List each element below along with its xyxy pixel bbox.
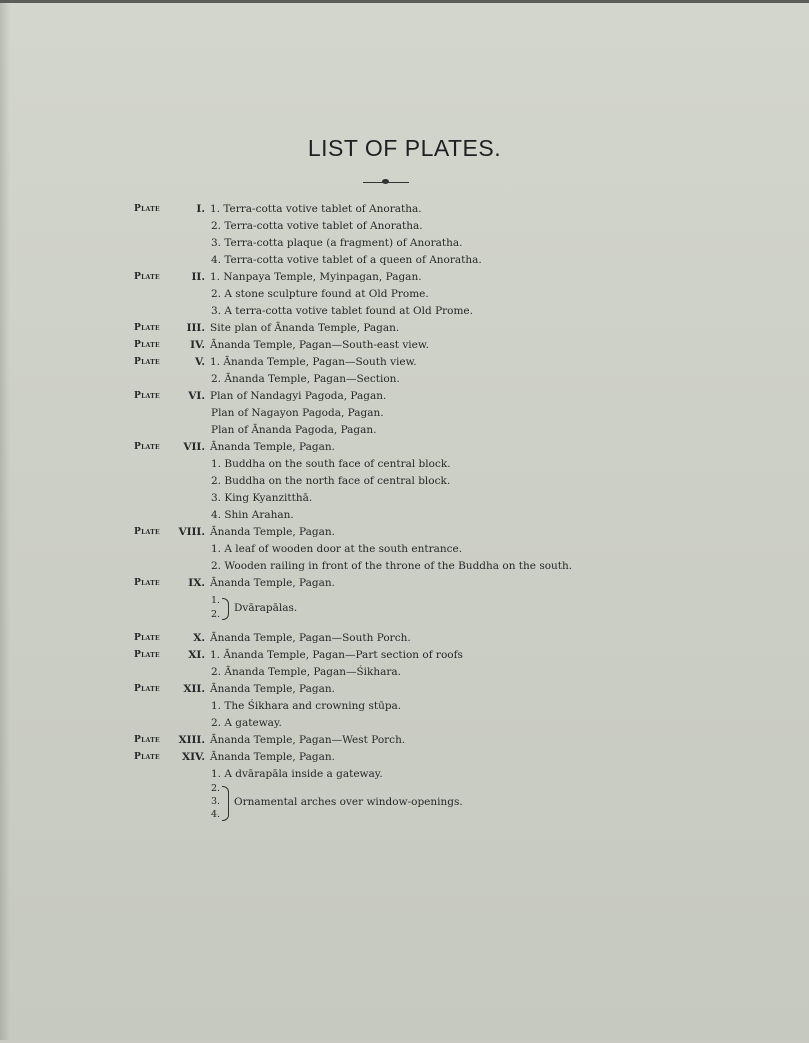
plate-description: 1. Ānanda Temple, Pagan—Part section of roofs xyxy=(210,649,463,661)
plate-numeral: VIII. xyxy=(178,526,205,538)
plate-label: Plate xyxy=(134,340,160,350)
plate-entry xyxy=(0,749,809,766)
plate-label: Plate xyxy=(134,272,160,282)
plate-entry xyxy=(0,698,809,715)
plate-description: 2. A gateway. xyxy=(211,717,282,729)
plate-description: 1. The Śikhara and crowning stūpa. xyxy=(211,700,402,712)
plate-numeral: II. xyxy=(191,271,205,283)
plate-entry xyxy=(0,405,809,422)
plate-description: Ānanda Temple, Pagan. xyxy=(210,577,335,589)
plate-label: Plate xyxy=(134,684,160,694)
plate-entry xyxy=(0,201,809,218)
plate-description: Ānanda Temple, Pagan. xyxy=(210,751,335,763)
plate-label: Plate xyxy=(134,527,160,537)
plate-description: 1. Nanpaya Temple, Myinpagan, Pagan. xyxy=(210,271,422,283)
plate-numeral: XIV. xyxy=(181,751,205,763)
plate-description: 2. Terra-cotta votive tablet of Anoratha. xyxy=(211,220,423,232)
plate-entry xyxy=(0,422,809,439)
plate-description: Ānanda Temple, Pagan. xyxy=(210,526,335,538)
plate-description: Ānanda Temple, Pagan. xyxy=(210,441,335,453)
brace-number: 3. xyxy=(211,796,221,807)
plate-numeral: XI. xyxy=(188,649,205,661)
plate-entry xyxy=(0,269,809,286)
plate-entry xyxy=(0,630,809,647)
plate-description: 4. Terra-cotta votive tablet of a queen of Anoratha. xyxy=(211,254,482,266)
plate-description: Plan of Nandagyi Pagoda, Pagan. xyxy=(210,390,387,402)
plate-entry xyxy=(0,664,809,681)
brace-label: Dvārapālas. xyxy=(234,602,298,614)
plate-description: 2. A stone sculpture found at Old Prome. xyxy=(211,288,429,300)
plate-label: Plate xyxy=(134,752,160,762)
plate-numeral: XII. xyxy=(183,683,205,695)
plate-entry xyxy=(0,371,809,388)
plate-numeral: IX. xyxy=(188,577,205,589)
plate-description: Ānanda Temple, Pagan—South-east view. xyxy=(210,339,429,351)
plate-entry xyxy=(0,575,809,592)
plate-entry xyxy=(0,473,809,490)
plate-description: 1. Buddha on the south face of central block. xyxy=(211,458,451,470)
plate-numeral: I. xyxy=(196,203,205,215)
plate-description: 2. Wooden railing in front of the throne of the Buddha on the south. xyxy=(211,560,573,572)
plate-entry xyxy=(0,354,809,371)
plate-entry xyxy=(0,490,809,507)
plate-description: 2. Ānanda Temple, Pagan—Section. xyxy=(211,373,400,385)
plate-entry xyxy=(0,303,809,320)
plate-entry xyxy=(0,647,809,664)
plate-entry xyxy=(0,218,809,235)
plate-entry xyxy=(0,388,809,405)
brace-number: 2. xyxy=(211,783,221,794)
plate-entry xyxy=(0,507,809,524)
brace-number: 4. xyxy=(211,809,221,820)
plate-description: 3. King Kyanzitthā. xyxy=(211,492,313,504)
plate-description: Plan of Nagayon Pagoda, Pagan. xyxy=(211,407,384,419)
plate-label: Plate xyxy=(134,391,160,401)
plate-description: 1. A leaf of wooden door at the south entrance. xyxy=(211,543,463,555)
plate-numeral: X. xyxy=(193,632,205,644)
plate-entry xyxy=(0,524,809,541)
plate-entry xyxy=(0,456,809,473)
brace-label: Ornamental arches over window-openings. xyxy=(234,796,463,808)
plate-entry xyxy=(0,252,809,269)
plate-label: Plate xyxy=(134,323,160,333)
curly-brace xyxy=(222,786,229,821)
plate-label: Plate xyxy=(134,578,160,588)
brace-number: 2. xyxy=(211,609,221,620)
plate-entry xyxy=(0,320,809,337)
plate-numeral: V. xyxy=(195,356,205,368)
plate-description: 2. Buddha on the north face of central block. xyxy=(211,475,451,487)
plate-entry xyxy=(0,558,809,575)
plate-description: 1. A dvārapāla inside a gateway. xyxy=(211,768,383,780)
plate-numeral: III. xyxy=(186,322,205,334)
plate-label: Plate xyxy=(134,357,160,367)
plates-list xyxy=(0,3,809,1043)
plate-label: Plate xyxy=(134,204,160,214)
plate-entry xyxy=(0,337,809,354)
plate-description: 1. Ānanda Temple, Pagan—South view. xyxy=(210,356,417,368)
plate-description: 3. A terra-cotta votive tablet found at Old Prome. xyxy=(211,305,473,317)
plate-description: Ānanda Temple, Pagan—West Porch. xyxy=(210,734,406,746)
plate-description: Ānanda Temple, Pagan. xyxy=(210,683,335,695)
curly-brace xyxy=(222,598,229,620)
plate-description: 4. Shin Arahan. xyxy=(211,509,294,521)
plate-description: Site plan of Ānanda Temple, Pagan. xyxy=(210,322,400,334)
plate-entry xyxy=(0,766,809,783)
page-title: LIST OF PLATES. xyxy=(307,135,502,161)
plate-description: 2. Ānanda Temple, Pagan—Śikhara. xyxy=(211,666,402,678)
plate-entry xyxy=(0,439,809,456)
plate-label: Plate xyxy=(134,442,160,452)
plate-entry xyxy=(0,286,809,303)
plate-entry xyxy=(0,235,809,252)
plate-label: Plate xyxy=(134,633,160,643)
plate-description: 3. Terra-cotta plaque (a fragment) of Anoratha. xyxy=(211,237,463,249)
plate-description: Plan of Ānanda Pagoda, Pagan. xyxy=(211,424,377,436)
plate-entry xyxy=(0,681,809,698)
plate-description: 1. Terra-cotta votive tablet of Anoratha. xyxy=(210,203,422,215)
plate-entry xyxy=(0,732,809,749)
plate-entry xyxy=(0,715,809,732)
plate-numeral: VII. xyxy=(183,441,205,453)
plate-numeral: VI. xyxy=(188,390,205,402)
plate-label: Plate xyxy=(134,650,160,660)
brace-number: 1. xyxy=(211,595,221,606)
plate-entry xyxy=(0,541,809,558)
plate-numeral: IV. xyxy=(190,339,205,351)
plate-label: Plate xyxy=(134,735,160,745)
plate-numeral: XIII. xyxy=(178,734,205,746)
plate-description: Ānanda Temple, Pagan—South Porch. xyxy=(210,632,411,644)
